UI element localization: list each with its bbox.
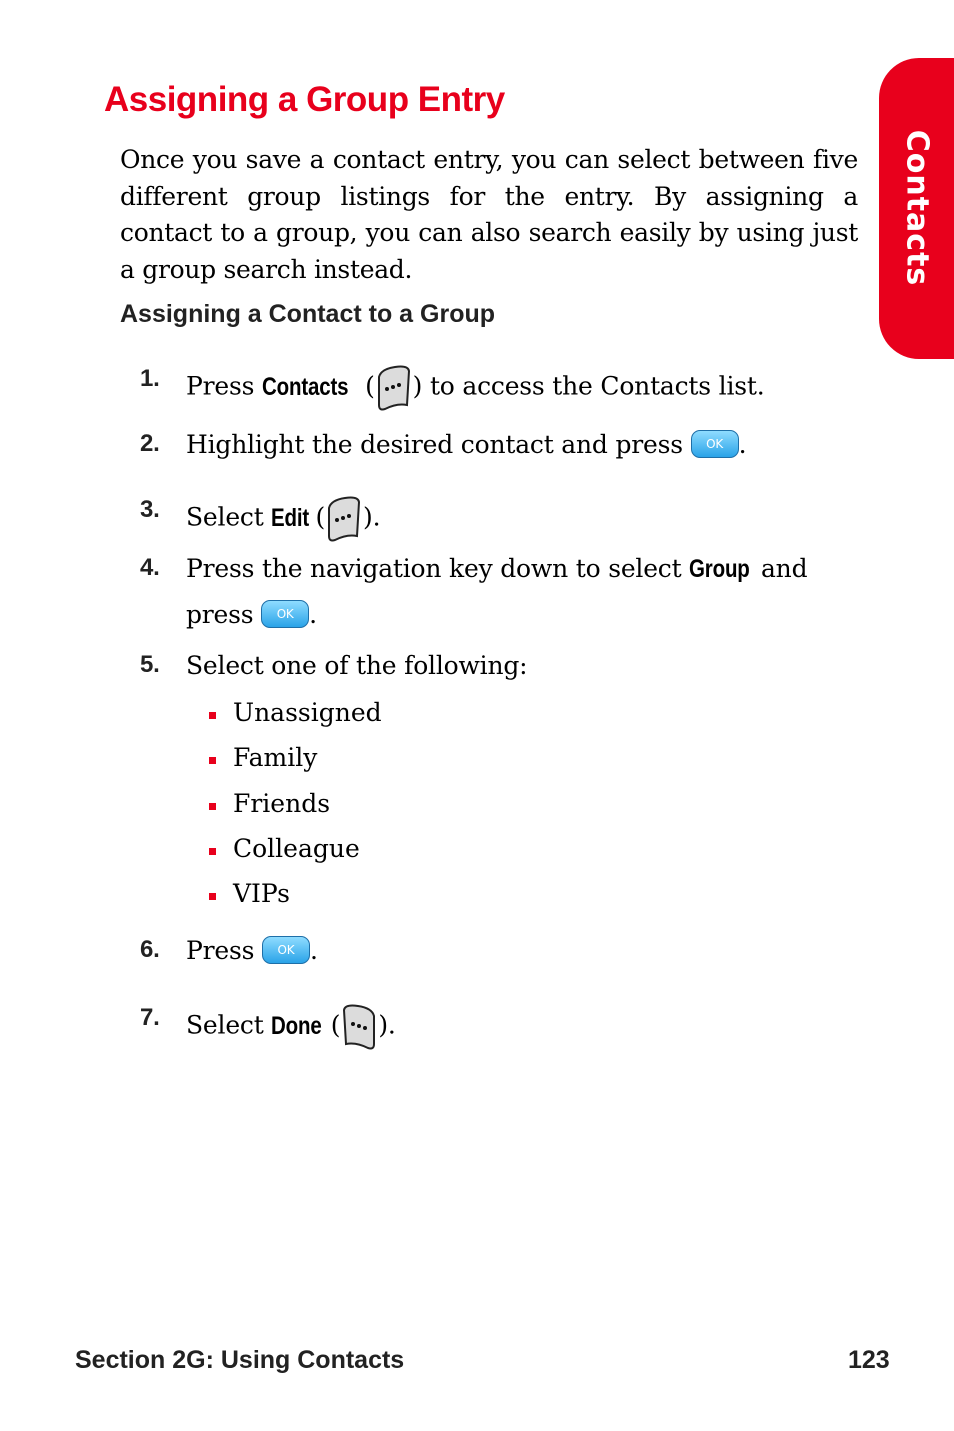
contacts-keyword: Contacts [261, 372, 349, 401]
step-number: 7. [140, 1004, 160, 1031]
procedure-heading: Assigning a Contact to a Group [120, 300, 496, 328]
step-number: 5. [140, 651, 160, 678]
intro-paragraph: Once you save a contact entry, you can select between five different group listings for the entry. By assigning a contact to a group, you can also search easily by using just a group search instead. [120, 145, 858, 284]
bullet-icon [209, 893, 216, 900]
step-number: 3. [140, 496, 160, 523]
bullet-icon [209, 712, 216, 719]
ok-key-icon: OK [261, 600, 309, 628]
group-keyword: Group [689, 555, 750, 583]
softkey-menu-icon [325, 496, 363, 542]
bullet-icon [209, 803, 216, 810]
section-tab-label: Contacts [899, 129, 935, 287]
step-number: 1. [140, 365, 160, 392]
softkey-menu-icon [340, 1004, 378, 1050]
ok-key-icon: OK [262, 936, 310, 964]
done-keyword: Done [271, 1011, 322, 1040]
ok-key-icon: OK [691, 430, 739, 458]
footer-section: Section 2G: Using Contacts [75, 1346, 405, 1374]
page-title: Assigning a Group Entry [104, 80, 505, 119]
softkey-menu-icon [375, 365, 413, 411]
bullet-icon [209, 757, 216, 764]
step-number: 2. [140, 430, 160, 457]
bullet-icon [209, 848, 216, 855]
page-number: 123 [848, 1346, 890, 1374]
step-number: 6. [140, 936, 160, 963]
edit-keyword: Edit [271, 503, 310, 532]
step-number: 4. [140, 554, 160, 581]
